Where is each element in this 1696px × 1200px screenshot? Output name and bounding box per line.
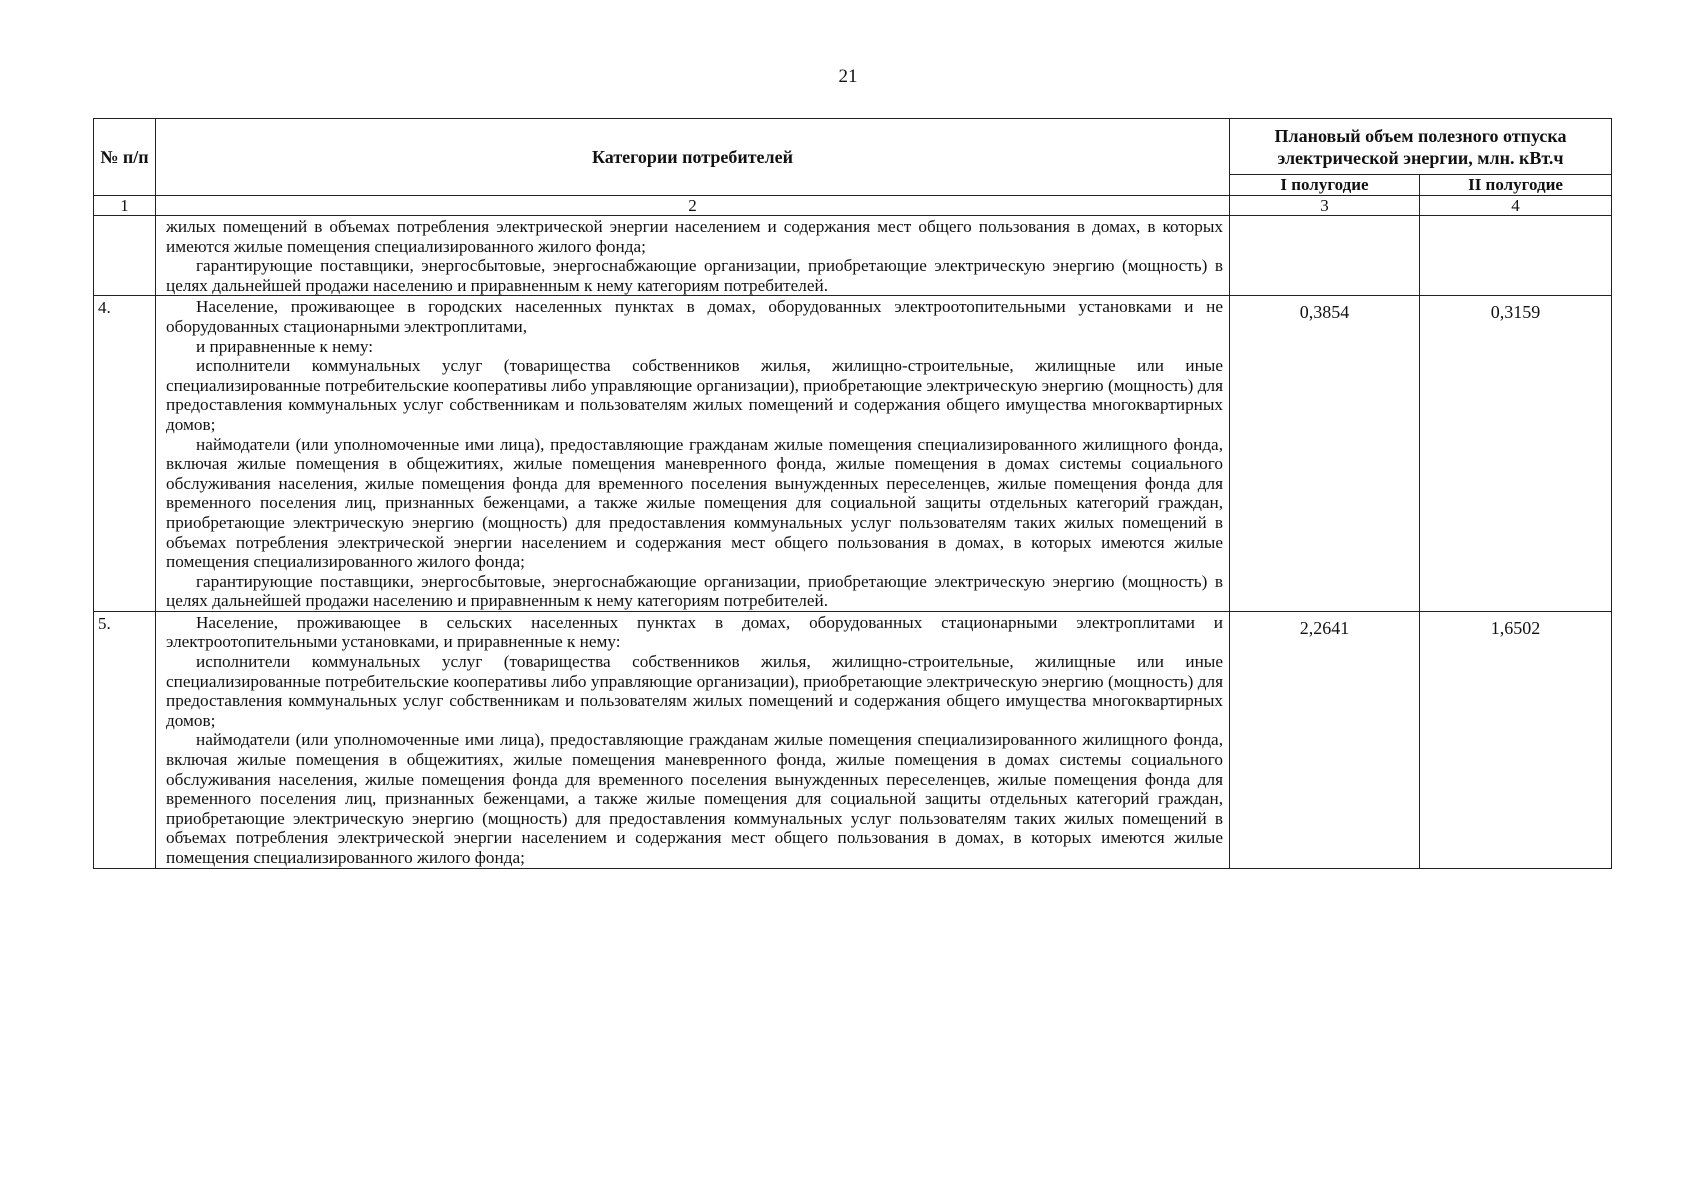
paragraph: гарантирующие поставщики, энергосбытовые, энергоснабжающие организации, приобретающие электрическую энергию (мощность) в целях дальнейшей продажи населению и приравненным к нему категориям потребителей. xyxy=(166,256,1223,295)
header-half-1: I полугодие xyxy=(1230,175,1420,196)
paragraph: исполнители коммунальных услуг (товарищества собственников жилья, жилищно-строительные, жилищные или иные специализированные потребительские кооперативы либо управляющие организации), приобретающие электрическую энергию (мощность) для предоставления коммунальных услуг собственникам и пользователям жилых помещений и содержания общего имущества многоквартирных домов; xyxy=(166,356,1223,434)
paragraph: Население, проживающее в городских населенных пунктах в домах, оборудованных электроотопительными установками и не оборудованных стационарными электроплитами, xyxy=(166,297,1223,336)
row-text xyxy=(156,296,1230,612)
header-volume: Плановый объем полезного отпуска электрической энергии, млн. кВт.ч xyxy=(1230,119,1612,175)
paragraph: Население, проживающее в сельских населенных пунктах в домах, оборудованных стационарными электроплитами и электроотопительными установками, и приравненные к нему: xyxy=(166,612,1223,652)
row-value-h2 xyxy=(1420,216,1612,296)
row-value-h1: 0,3854 xyxy=(1230,296,1420,612)
table-row xyxy=(94,611,1612,868)
tariff-volume-table xyxy=(93,118,1612,869)
row-index xyxy=(94,216,156,296)
row-value-h1: 2,2641 xyxy=(1230,611,1420,868)
paragraph: наймодатели (или уполномоченные ими лица), предоставляющие гражданам жилые помещения специализированного жилищного фонда, включая жилые помещения в общежитиях, жилые помещения маневренного фонда, жилые помещения в домах системы социального обслуживания населения, жилые помещения фонда для временного поселения вынужденных переселенцев, жилые помещения фонда для временного поселения лиц, признанных беженцами, а также жилые помещения для социальной защиты отдельных категорий граждан, приобретающие электрическую энергию (мощность) для предоставления коммунальных услуг пользователям таких жилых помещений в объемах потребления электрической энергии населением и содержания мест общего пользования в домах, в которых имеются жилые помещения специализированного жилого фонда; xyxy=(166,434,1223,572)
col-number-4: 4 xyxy=(1420,196,1612,216)
col-number-2: 2 xyxy=(156,196,1230,216)
table-row xyxy=(94,296,1612,612)
row-text xyxy=(156,216,1230,296)
row-text xyxy=(156,611,1230,868)
row-value-h2: 0,3159 xyxy=(1420,296,1612,612)
row-index: 4. xyxy=(94,296,156,612)
col-number-3: 3 xyxy=(1230,196,1420,216)
page-number: 21 xyxy=(838,66,858,87)
header-no: № п/п xyxy=(94,119,156,196)
row-value-h2: 1,6502 xyxy=(1420,611,1612,868)
paragraph: жилых помещений в объемах потребления электрической энергии населением и содержания мест общего пользования в домах, в которых имеются жилые помещения специализированного жилого фонда; xyxy=(166,217,1223,256)
header-category: Категории потребителей xyxy=(156,119,1230,196)
paragraph: наймодатели (или уполномоченные ими лица), предоставляющие гражданам жилые помещения специализированного жилищного фонда, включая жилые помещения в общежитиях, жилые помещения маневренного фонда, жилые помещения в домах системы социального обслуживания населения, жилые помещения фонда для временного поселения вынужденных переселенцев, жилые помещения фонда для временного поселения лиц, признанных беженцами, а также жилые помещения для социальной защиты отдельных категорий граждан, приобретающие электрическую энергию (мощность) для предоставления коммунальных услуг пользователям таких жилых помещений в объемах потребления электрической энергии населением и содержания мест общего пользования в домах, в которых имеются жилые помещения специализированного жилого фонда; xyxy=(166,730,1223,867)
header-half-2: II полугодие xyxy=(1420,175,1612,196)
row-index: 5. xyxy=(94,611,156,868)
table-row-continuation xyxy=(94,216,1612,296)
col-number-1: 1 xyxy=(94,196,156,216)
paragraph: и приравненные к нему: xyxy=(196,336,374,356)
paragraph: гарантирующие поставщики, энергосбытовые, энергоснабжающие организации, приобретающие электрическую энергию (мощность) в целях дальнейшей продажи населению и приравненным к нему категориям потребителей. xyxy=(166,571,1223,611)
paragraph: исполнители коммунальных услуг (товарищества собственников жилья, жилищно-строительные, жилищные или иные специализированные потребительские кооперативы либо управляющие организации), приобретающие электрическую энергию (мощность) для предоставления коммунальных услуг собственникам и пользователям жилых помещений и содержания общего имущества многоквартирных домов; xyxy=(166,652,1223,730)
row-value-h1 xyxy=(1230,216,1420,296)
